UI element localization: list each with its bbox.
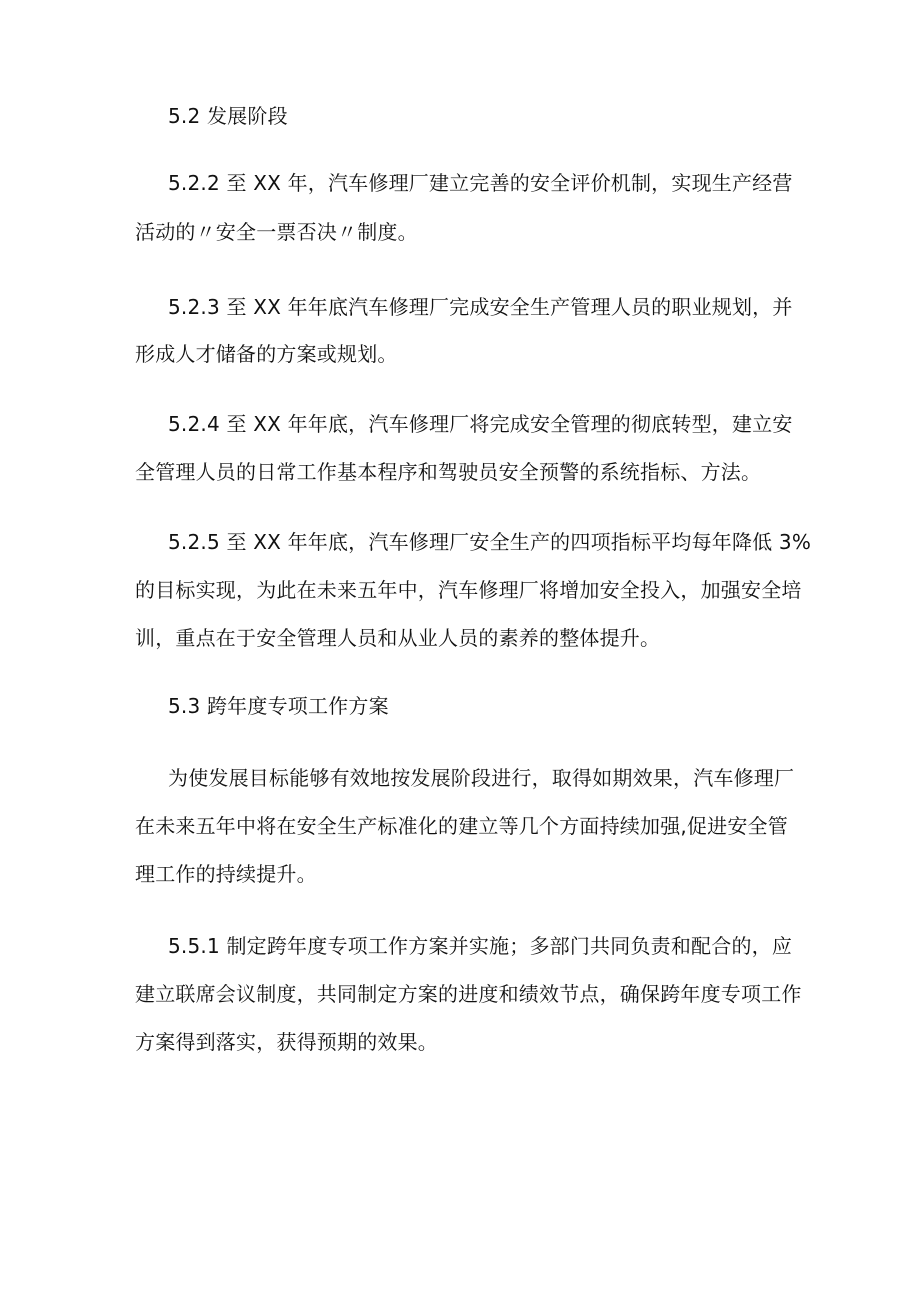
section-heading-5-2: 5.2 发展阶段 [168, 104, 288, 128]
paragraph-5-2-5-line-2: 的目标实现，为此在未来五年中，汽车修理厂将增加安全投入，加强安全培 [135, 578, 802, 602]
paragraph-5-2-4-line-1: 5.2.4 至 XX 年年底，汽车修理厂将完成安全管理的彻底转型，建立安 [168, 412, 793, 436]
paragraph-5-2-2-line-2: 活动的〃安全一票否决〃制度。 [135, 220, 418, 244]
paragraph-5-2-5-line-1: 5.2.5 至 XX 年年底，汽车修理厂安全生产的四项指标平均每年降低 3% [168, 530, 812, 554]
paragraph-5-2-5-line-3: 训，重点在于安全管理人员和从业人员的素养的整体提升。 [135, 626, 661, 650]
paragraph-5-2-4-line-2: 全管理人员的日常工作基本程序和驾驶员安全预警的系统指标、方法。 [135, 460, 762, 484]
paragraph-5-5-1-line-2: 建立联席会议制度，共同制定方案的进度和绩效节点，确保跨年度专项工作 [135, 982, 802, 1006]
paragraph-5-2-3-line-2: 形成人才储备的方案或规划。 [135, 342, 398, 366]
paragraph-5-5-1-line-1: 5.5.1 制定跨年度专项工作方案并实施；多部门共同负责和配合的，应 [168, 934, 793, 958]
section-heading-5-3: 5.3 跨年度专项工作方案 [168, 694, 389, 718]
paragraph-intro-line-3: 理工作的持续提升。 [135, 862, 317, 886]
paragraph-5-2-3-line-1: 5.2.3 至 XX 年年底汽车修理厂完成安全生产管理人员的职业规划，并 [168, 295, 793, 319]
paragraph-intro-line-1: 为使发展目标能够有效地按发展阶段进行，取得如期效果，汽车修理厂 [168, 766, 795, 790]
paragraph-5-5-1-line-3: 方案得到落实，获得预期的效果。 [135, 1030, 438, 1054]
paragraph-5-2-2-line-1: 5.2.2 至 XX 年，汽车修理厂建立完善的安全评价机制，实现生产经营 [168, 171, 793, 195]
paragraph-intro-line-2: 在未来五年中将在安全生产标准化的建立等几个方面持续加强,促进安全管 [135, 814, 788, 838]
